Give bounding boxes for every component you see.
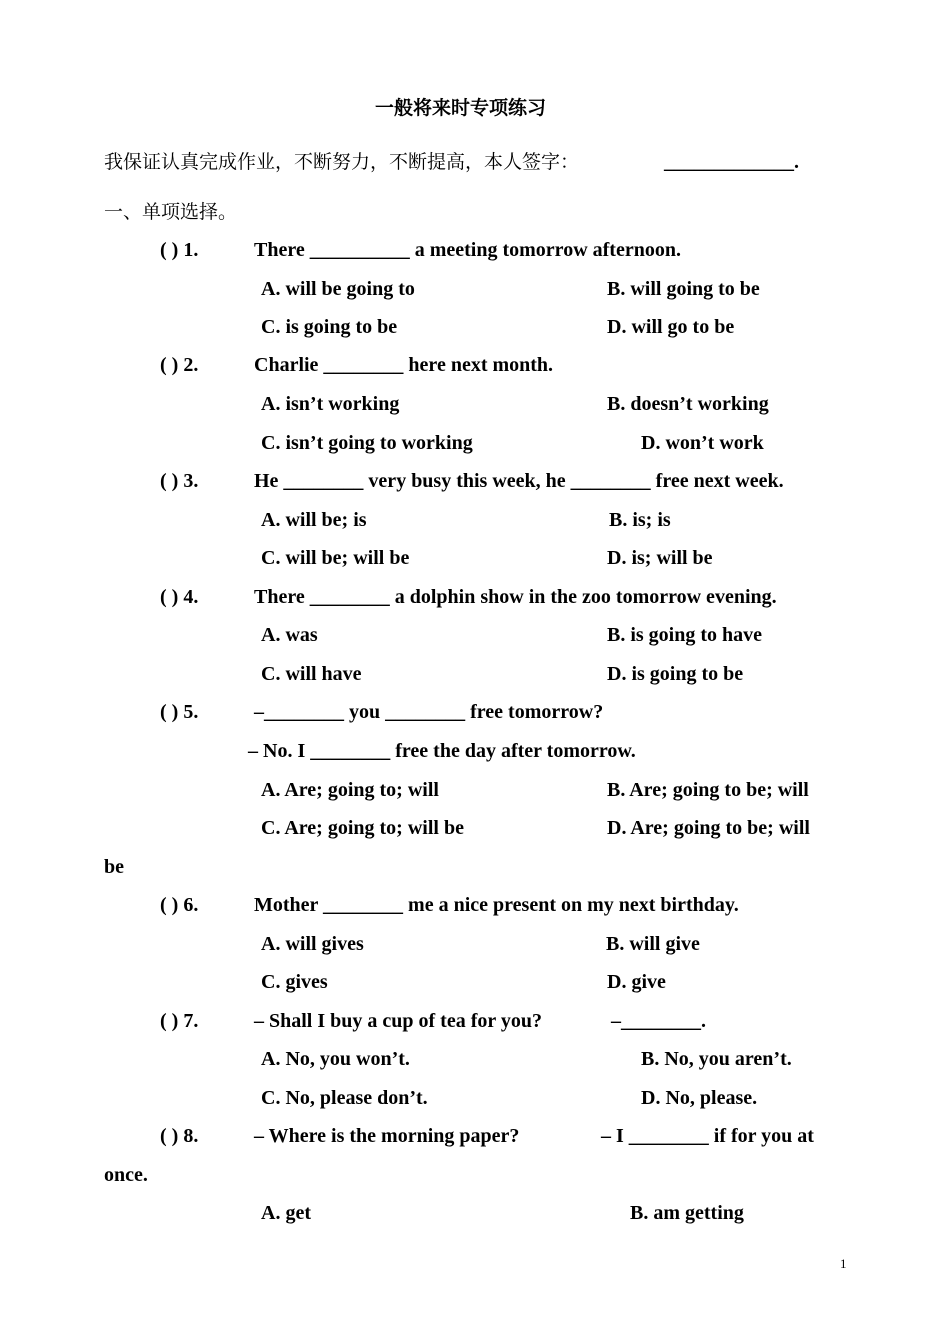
option-d: D. Are; going to be; will [607, 817, 810, 839]
question-stem: – Where is the morning paper? [254, 1125, 520, 1147]
question-number: ( ) 3. [160, 470, 199, 492]
option-b: B. is; is [609, 509, 671, 531]
question-stem: – Shall I buy a cup of tea for you? [254, 1010, 543, 1032]
question-stem: Charlie ________ here next month. [254, 354, 554, 376]
question-stem: Mother ________ me a nice present on my next birthday. [254, 894, 739, 916]
page-title: 一般将来时专项练习 [375, 97, 547, 119]
option-d: D. is going to be [607, 663, 744, 685]
option-d: D. is; will be [607, 547, 713, 569]
pledge-text: 我保证认真完成作业，不断努力，不断提高，本人签字： [104, 151, 580, 173]
option-a: A. will be; is [261, 509, 367, 531]
question-stem-reply: –________. [611, 1010, 706, 1032]
section-heading: 一、单项选择。 [104, 201, 238, 223]
question-stem-reply: – No. I ________ free the day after tomorrow. [248, 740, 636, 762]
option-d: D. won’t work [641, 432, 764, 454]
question-number: ( ) 5. [160, 701, 199, 723]
option-a: A. isn’t working [261, 393, 400, 415]
question-number: ( ) 8. [160, 1125, 199, 1147]
option-b: B. Are; going to be; will [607, 779, 809, 801]
question-stem: There __________ a meeting tomorrow afternoon. [254, 239, 681, 261]
option-c: C. No, please don’t. [261, 1087, 428, 1109]
option-b: B. No, you aren’t. [641, 1048, 792, 1070]
question-number: ( ) 6. [160, 894, 199, 916]
question-number: ( ) 2. [160, 354, 199, 376]
option-b: B. am getting [630, 1202, 744, 1224]
option-c: C. Are; going to; will be [261, 817, 464, 839]
option-c: C. gives [261, 971, 328, 993]
question-number: ( ) 1. [160, 239, 199, 261]
question-stem-reply: – I ________ if for you at [601, 1125, 814, 1147]
option-a: A. get [261, 1202, 311, 1224]
question-stem-wrap: once. [104, 1164, 148, 1186]
question-stem: There ________ a dolphin show in the zoo tomorrow evening. [254, 586, 777, 608]
option-b: B. will going to be [607, 278, 760, 300]
question-stem: He ________ very busy this week, he ________ free next week. [254, 470, 784, 492]
option-c: C. isn’t going to working [261, 432, 473, 454]
option-d: D. will go to be [607, 316, 735, 338]
option-b: B. will give [606, 933, 700, 955]
question-number: ( ) 4. [160, 586, 199, 608]
option-a: A. will be going to [261, 278, 415, 300]
option-b: B. doesn’t working [607, 393, 769, 415]
option-d: D. give [607, 971, 666, 993]
signature-blank: _____________. [664, 151, 799, 173]
option-d-wrap: be [104, 856, 124, 878]
option-a: A. was [261, 624, 318, 646]
page-number: 1 [840, 1256, 847, 1271]
option-c: C. will be; will be [261, 547, 410, 569]
question-number: ( ) 7. [160, 1010, 199, 1032]
question-stem: –________ you ________ free tomorrow? [254, 701, 604, 723]
option-c: C. is going to be [261, 316, 398, 338]
option-c: C. will have [261, 663, 362, 685]
option-b: B. is going to have [607, 624, 763, 646]
option-a: A. Are; going to; will [261, 779, 439, 801]
option-a: A. No, you won’t. [261, 1048, 410, 1070]
option-d: D. No, please. [641, 1087, 758, 1109]
option-a: A. will gives [261, 933, 364, 955]
